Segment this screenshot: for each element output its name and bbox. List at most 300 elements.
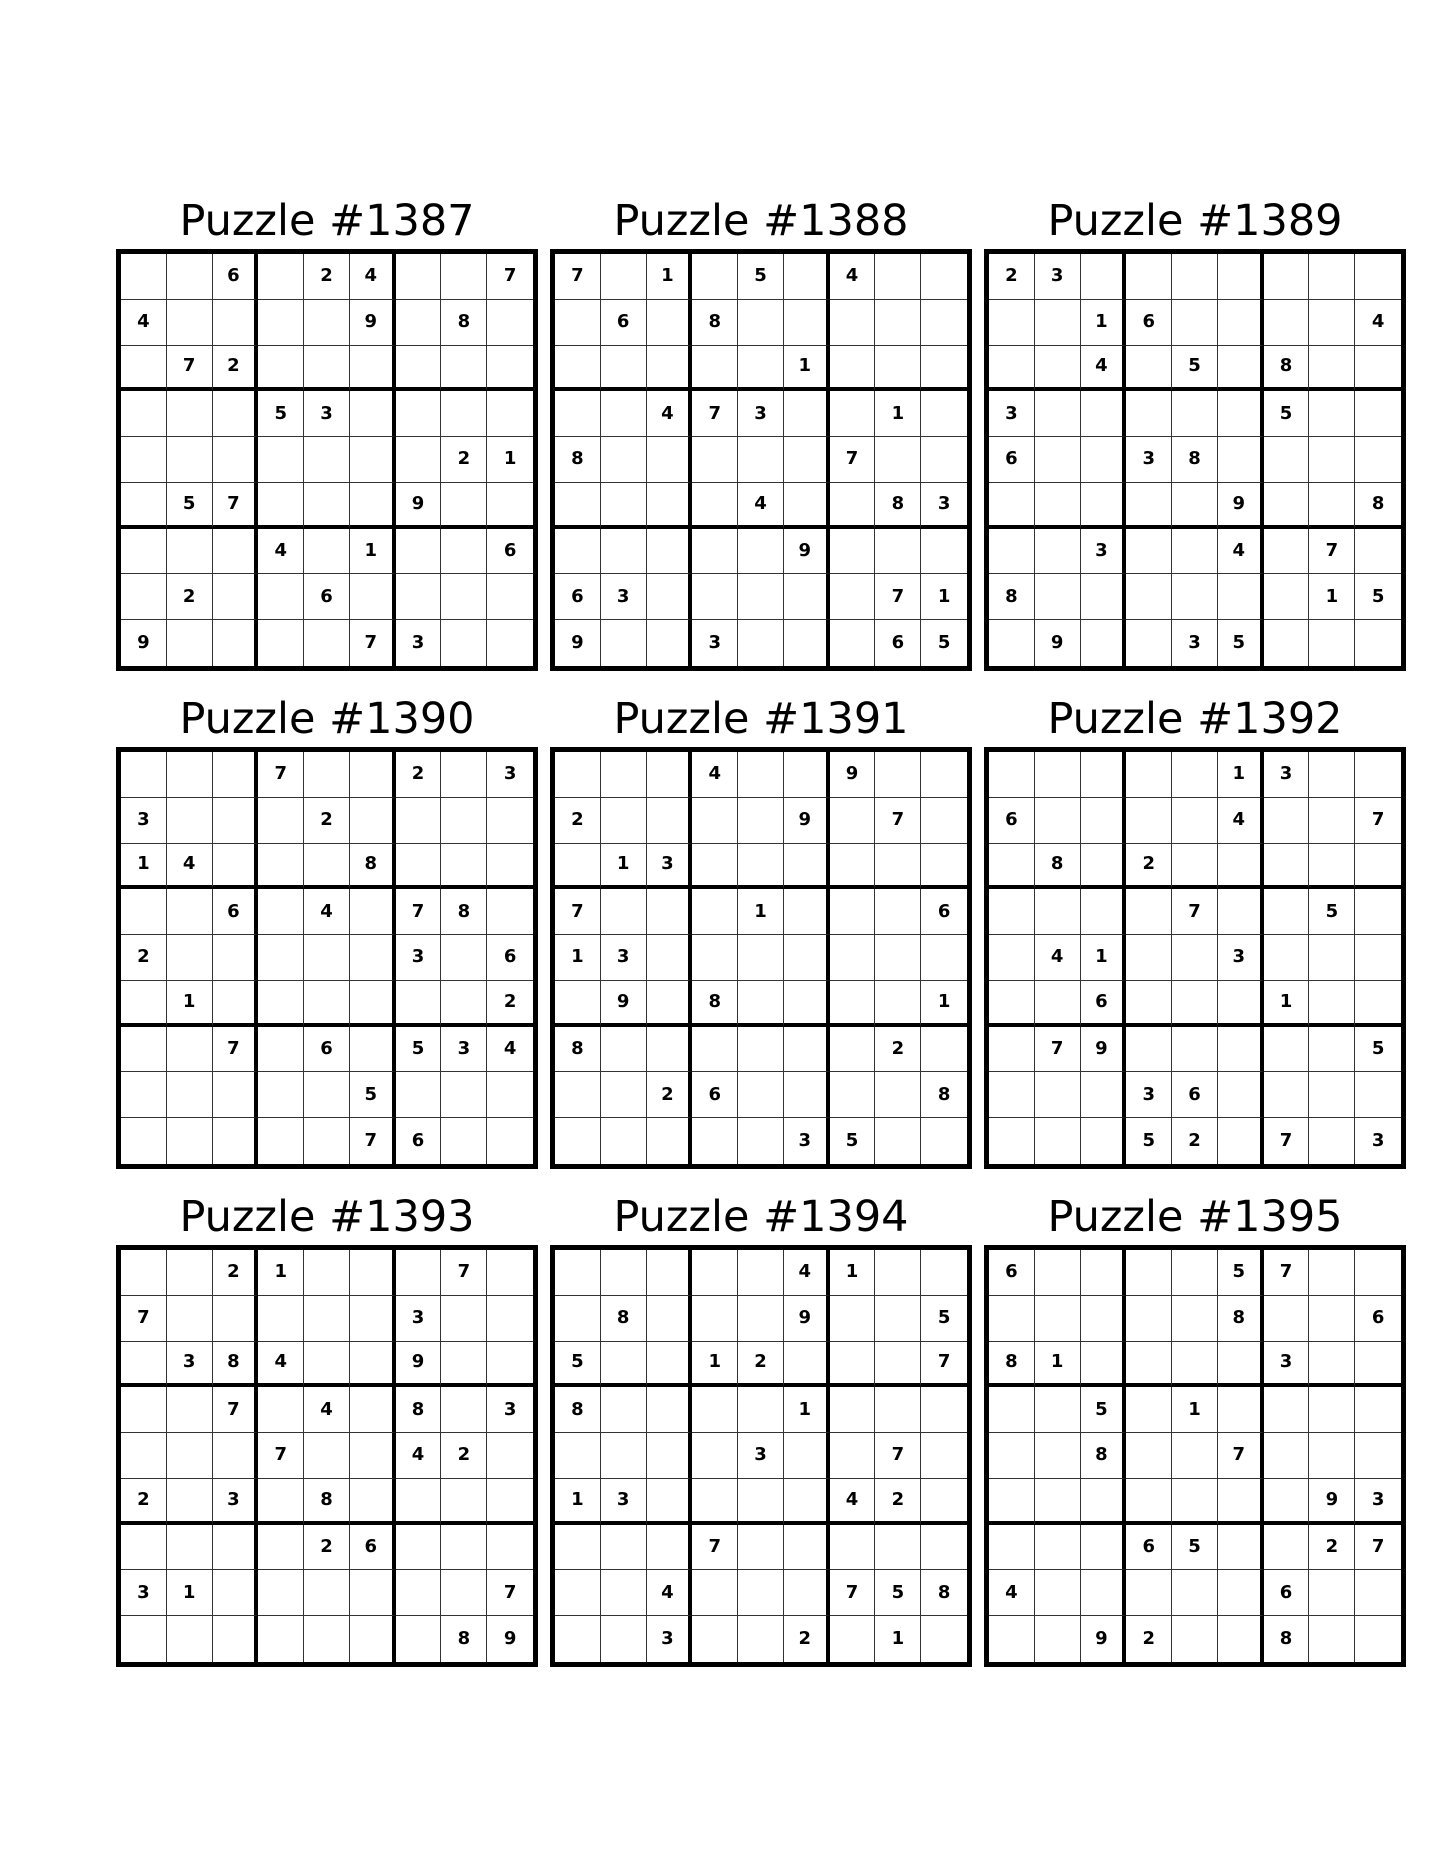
sudoku-empty-cell <box>1218 437 1264 483</box>
sudoku-given-cell: 2 <box>304 798 350 844</box>
sudoku-given-cell: 2 <box>647 1072 693 1118</box>
sudoku-grid <box>984 1245 1406 1667</box>
sudoku-empty-cell <box>1355 752 1401 798</box>
sudoku-empty-cell <box>441 798 487 844</box>
sudoku-empty-cell <box>692 1296 738 1342</box>
sudoku-empty-cell <box>1264 483 1310 529</box>
sudoku-empty-cell <box>1264 1525 1310 1571</box>
sudoku-empty-cell <box>784 254 830 300</box>
sudoku-given-cell: 5 <box>1081 1387 1127 1433</box>
sudoku-empty-cell <box>647 1250 693 1296</box>
sudoku-empty-cell <box>1172 1027 1218 1073</box>
sudoku-given-cell: 1 <box>875 391 921 437</box>
sudoku-given-cell: 1 <box>121 844 167 890</box>
sudoku-empty-cell <box>647 346 693 392</box>
sudoku-empty-cell <box>1264 574 1310 620</box>
sudoku-empty-cell <box>213 1433 259 1479</box>
sudoku-empty-cell <box>1355 1342 1401 1388</box>
sudoku-given-cell: 8 <box>692 981 738 1027</box>
sudoku-empty-cell <box>692 529 738 575</box>
sudoku-empty-cell <box>1035 300 1081 346</box>
sudoku-empty-cell <box>921 1525 967 1571</box>
sudoku-empty-cell <box>1126 1342 1172 1388</box>
sudoku-empty-cell <box>487 1433 533 1479</box>
sudoku-empty-cell <box>487 798 533 844</box>
sudoku-empty-cell <box>1126 574 1172 620</box>
sudoku-empty-cell <box>441 844 487 890</box>
sudoku-given-cell: 8 <box>1264 1616 1310 1662</box>
sudoku-empty-cell <box>1035 437 1081 483</box>
sudoku-given-cell: 7 <box>830 437 876 483</box>
sudoku-empty-cell <box>875 254 921 300</box>
sudoku-empty-cell <box>555 844 601 890</box>
sudoku-empty-cell <box>350 981 396 1027</box>
sudoku-empty-cell <box>555 391 601 437</box>
sudoku-empty-cell <box>396 391 442 437</box>
sudoku-empty-cell <box>555 1296 601 1342</box>
sudoku-empty-cell <box>738 798 784 844</box>
sudoku-empty-cell <box>830 529 876 575</box>
puzzle-title: Puzzle #1392 <box>1047 694 1343 744</box>
sudoku-given-cell: 5 <box>1126 1118 1172 1164</box>
sudoku-given-cell: 1 <box>555 935 601 981</box>
sudoku-empty-cell <box>1081 798 1127 844</box>
sudoku-grid <box>984 747 1406 1169</box>
sudoku-empty-cell <box>167 889 213 935</box>
sudoku-given-cell: 7 <box>487 254 533 300</box>
sudoku-empty-cell <box>692 574 738 620</box>
sudoku-empty-cell <box>1126 1387 1172 1433</box>
sudoku-given-cell: 7 <box>692 391 738 437</box>
sudoku-empty-cell <box>1035 391 1081 437</box>
sudoku-given-cell: 9 <box>121 620 167 666</box>
sudoku-empty-cell <box>601 346 647 392</box>
sudoku-empty-cell <box>921 935 967 981</box>
sudoku-empty-cell <box>487 300 533 346</box>
sudoku-empty-cell <box>121 1342 167 1388</box>
sudoku-given-cell: 4 <box>738 483 784 529</box>
sudoku-empty-cell <box>875 1296 921 1342</box>
sudoku-given-cell: 7 <box>1218 1433 1264 1479</box>
sudoku-empty-cell <box>692 483 738 529</box>
sudoku-empty-cell <box>830 391 876 437</box>
sudoku-empty-cell <box>1035 529 1081 575</box>
sudoku-empty-cell <box>1081 1479 1127 1525</box>
sudoku-empty-cell <box>258 254 304 300</box>
sudoku-empty-cell <box>738 1027 784 1073</box>
sudoku-empty-cell <box>555 300 601 346</box>
sudoku-empty-cell <box>1309 1072 1355 1118</box>
sudoku-given-cell: 5 <box>1309 889 1355 935</box>
sudoku-given-cell: 7 <box>441 1250 487 1296</box>
sudoku-empty-cell <box>304 300 350 346</box>
sudoku-empty-cell <box>1035 798 1081 844</box>
sudoku-empty-cell <box>784 1072 830 1118</box>
sudoku-given-cell: 6 <box>989 437 1035 483</box>
sudoku-empty-cell <box>738 1479 784 1525</box>
sudoku-given-cell: 1 <box>692 1342 738 1388</box>
sudoku-empty-cell <box>167 1296 213 1342</box>
sudoku-given-cell: 2 <box>487 981 533 1027</box>
sudoku-given-cell: 4 <box>647 1570 693 1616</box>
sudoku-empty-cell <box>555 1118 601 1164</box>
sudoku-empty-cell <box>304 1250 350 1296</box>
sudoku-empty-cell <box>738 1250 784 1296</box>
sudoku-given-cell: 9 <box>1309 1479 1355 1525</box>
sudoku-empty-cell <box>1309 437 1355 483</box>
sudoku-empty-cell <box>350 1250 396 1296</box>
sudoku-empty-cell <box>1126 798 1172 844</box>
sudoku-empty-cell <box>1218 1570 1264 1616</box>
sudoku-empty-cell <box>692 1118 738 1164</box>
sudoku-empty-cell <box>258 981 304 1027</box>
sudoku-empty-cell <box>601 391 647 437</box>
puzzle-block <box>984 686 1406 1152</box>
sudoku-empty-cell <box>1035 1387 1081 1433</box>
sudoku-empty-cell <box>784 1479 830 1525</box>
sudoku-given-cell: 3 <box>396 1296 442 1342</box>
sudoku-given-cell: 1 <box>167 1570 213 1616</box>
sudoku-empty-cell <box>350 798 396 844</box>
sudoku-given-cell: 8 <box>555 437 601 483</box>
sudoku-empty-cell <box>396 1570 442 1616</box>
sudoku-empty-cell <box>921 1027 967 1073</box>
sudoku-empty-cell <box>121 483 167 529</box>
sudoku-empty-cell <box>1264 1433 1310 1479</box>
sudoku-empty-cell <box>555 1433 601 1479</box>
sudoku-empty-cell <box>784 752 830 798</box>
sudoku-empty-cell <box>555 981 601 1027</box>
sudoku-given-cell: 4 <box>121 300 167 346</box>
sudoku-empty-cell <box>1309 483 1355 529</box>
sudoku-empty-cell <box>1035 981 1081 1027</box>
sudoku-empty-cell <box>875 752 921 798</box>
sudoku-empty-cell <box>258 1387 304 1433</box>
sudoku-empty-cell <box>396 1250 442 1296</box>
sudoku-given-cell: 7 <box>1309 529 1355 575</box>
sudoku-empty-cell <box>989 1433 1035 1479</box>
sudoku-empty-cell <box>1218 1525 1264 1571</box>
sudoku-given-cell: 7 <box>1355 1525 1401 1571</box>
sudoku-empty-cell <box>1309 1570 1355 1616</box>
sudoku-empty-cell <box>738 935 784 981</box>
sudoku-given-cell: 5 <box>1218 620 1264 666</box>
sudoku-given-cell: 6 <box>487 935 533 981</box>
sudoku-empty-cell <box>601 1342 647 1388</box>
sudoku-empty-cell <box>692 437 738 483</box>
sudoku-given-cell: 3 <box>692 620 738 666</box>
sudoku-given-cell: 3 <box>487 1387 533 1433</box>
sudoku-empty-cell <box>304 529 350 575</box>
sudoku-empty-cell <box>738 620 784 666</box>
sudoku-empty-cell <box>875 1118 921 1164</box>
sudoku-given-cell: 2 <box>555 798 601 844</box>
sudoku-empty-cell <box>213 391 259 437</box>
sudoku-given-cell: 1 <box>487 437 533 483</box>
sudoku-given-cell: 5 <box>1172 346 1218 392</box>
sudoku-empty-cell <box>830 798 876 844</box>
sudoku-empty-cell <box>258 935 304 981</box>
sudoku-given-cell: 1 <box>1081 935 1127 981</box>
sudoku-empty-cell <box>167 254 213 300</box>
sudoku-empty-cell <box>213 1072 259 1118</box>
sudoku-empty-cell <box>441 1072 487 1118</box>
sudoku-given-cell: 3 <box>396 620 442 666</box>
sudoku-given-cell: 3 <box>121 798 167 844</box>
sudoku-empty-cell <box>304 981 350 1027</box>
sudoku-empty-cell <box>213 574 259 620</box>
sudoku-empty-cell <box>875 1342 921 1388</box>
sudoku-empty-cell <box>647 1525 693 1571</box>
sudoku-given-cell: 6 <box>1264 1570 1310 1616</box>
sudoku-empty-cell <box>1081 620 1127 666</box>
sudoku-empty-cell <box>1218 1387 1264 1433</box>
sudoku-given-cell: 7 <box>1035 1027 1081 1073</box>
sudoku-empty-cell <box>1081 574 1127 620</box>
sudoku-given-cell: 2 <box>213 346 259 392</box>
sudoku-given-cell: 1 <box>830 1250 876 1296</box>
sudoku-empty-cell <box>830 1027 876 1073</box>
sudoku-given-cell: 1 <box>875 1616 921 1662</box>
sudoku-given-cell: 4 <box>1355 300 1401 346</box>
sudoku-given-cell: 5 <box>738 254 784 300</box>
sudoku-empty-cell <box>1309 1387 1355 1433</box>
sudoku-empty-cell <box>1218 1479 1264 1525</box>
sudoku-empty-cell <box>304 1342 350 1388</box>
sudoku-given-cell: 4 <box>1218 529 1264 575</box>
sudoku-empty-cell <box>167 1479 213 1525</box>
sudoku-empty-cell <box>921 529 967 575</box>
sudoku-empty-cell <box>1172 391 1218 437</box>
sudoku-empty-cell <box>647 1118 693 1164</box>
puzzle-title: Puzzle #1388 <box>613 196 909 246</box>
sudoku-empty-cell <box>304 346 350 392</box>
sudoku-empty-cell <box>830 1296 876 1342</box>
sudoku-empty-cell <box>258 1072 304 1118</box>
sudoku-given-cell: 1 <box>1264 981 1310 1027</box>
sudoku-empty-cell <box>1172 254 1218 300</box>
sudoku-empty-cell <box>989 1027 1035 1073</box>
sudoku-empty-cell <box>441 1479 487 1525</box>
sudoku-empty-cell <box>1172 1433 1218 1479</box>
sudoku-empty-cell <box>487 620 533 666</box>
sudoku-empty-cell <box>1172 1296 1218 1342</box>
sudoku-given-cell: 7 <box>1355 798 1401 844</box>
sudoku-empty-cell <box>921 1616 967 1662</box>
sudoku-given-cell: 2 <box>396 752 442 798</box>
sudoku-given-cell: 1 <box>738 889 784 935</box>
sudoku-empty-cell <box>1126 254 1172 300</box>
sudoku-empty-cell <box>601 620 647 666</box>
sudoku-given-cell: 7 <box>875 574 921 620</box>
sudoku-given-cell: 3 <box>441 1027 487 1073</box>
sudoku-empty-cell <box>989 1387 1035 1433</box>
sudoku-empty-cell <box>487 346 533 392</box>
sudoku-empty-cell <box>738 1072 784 1118</box>
sudoku-empty-cell <box>921 254 967 300</box>
sudoku-given-cell: 4 <box>487 1027 533 1073</box>
sudoku-empty-cell <box>989 889 1035 935</box>
sudoku-empty-cell <box>258 844 304 890</box>
sudoku-empty-cell <box>1355 1250 1401 1296</box>
sudoku-empty-cell <box>830 1433 876 1479</box>
sudoku-empty-cell <box>1264 798 1310 844</box>
sudoku-empty-cell <box>601 1072 647 1118</box>
sudoku-empty-cell <box>830 1616 876 1662</box>
sudoku-empty-cell <box>1081 437 1127 483</box>
sudoku-given-cell: 6 <box>1355 1296 1401 1342</box>
sudoku-empty-cell <box>555 346 601 392</box>
sudoku-empty-cell <box>1309 935 1355 981</box>
sudoku-empty-cell <box>304 1570 350 1616</box>
sudoku-given-cell: 2 <box>304 254 350 300</box>
sudoku-empty-cell <box>1309 1027 1355 1073</box>
sudoku-empty-cell <box>1264 1387 1310 1433</box>
sudoku-empty-cell <box>875 1072 921 1118</box>
sudoku-given-cell: 3 <box>1126 1072 1172 1118</box>
sudoku-empty-cell <box>396 1479 442 1525</box>
sudoku-given-cell: 7 <box>213 1027 259 1073</box>
sudoku-given-cell: 3 <box>304 391 350 437</box>
sudoku-empty-cell <box>692 935 738 981</box>
sudoku-empty-cell <box>1264 300 1310 346</box>
sudoku-given-cell: 6 <box>601 300 647 346</box>
sudoku-empty-cell <box>1355 844 1401 890</box>
sudoku-empty-cell <box>1035 752 1081 798</box>
sudoku-empty-cell <box>921 798 967 844</box>
sudoku-empty-cell <box>1218 1118 1264 1164</box>
sudoku-empty-cell <box>738 1296 784 1342</box>
sudoku-empty-cell <box>601 483 647 529</box>
sudoku-given-cell: 2 <box>121 1479 167 1525</box>
sudoku-empty-cell <box>1172 529 1218 575</box>
sudoku-given-cell: 6 <box>213 889 259 935</box>
sudoku-given-cell: 5 <box>1172 1525 1218 1571</box>
sudoku-empty-cell <box>1081 844 1127 890</box>
sudoku-empty-cell <box>1172 483 1218 529</box>
sudoku-given-cell: 9 <box>784 1296 830 1342</box>
sudoku-empty-cell <box>601 1525 647 1571</box>
sudoku-empty-cell <box>1172 1342 1218 1388</box>
sudoku-empty-cell <box>738 1525 784 1571</box>
sudoku-empty-cell <box>1035 1072 1081 1118</box>
sudoku-empty-cell <box>1172 798 1218 844</box>
sudoku-empty-cell <box>1035 1616 1081 1662</box>
sudoku-given-cell: 1 <box>1035 1342 1081 1388</box>
sudoku-given-cell: 3 <box>1264 752 1310 798</box>
sudoku-empty-cell <box>692 1433 738 1479</box>
sudoku-empty-cell <box>1172 752 1218 798</box>
sudoku-empty-cell <box>396 981 442 1027</box>
sudoku-empty-cell <box>647 798 693 844</box>
sudoku-empty-cell <box>121 752 167 798</box>
sudoku-empty-cell <box>350 1342 396 1388</box>
sudoku-given-cell: 6 <box>989 1250 1035 1296</box>
sudoku-empty-cell <box>350 1027 396 1073</box>
sudoku-empty-cell <box>875 1387 921 1433</box>
sudoku-empty-cell <box>921 1433 967 1479</box>
sudoku-empty-cell <box>441 1342 487 1388</box>
sudoku-empty-cell <box>304 437 350 483</box>
sudoku-empty-cell <box>830 935 876 981</box>
sudoku-empty-cell <box>830 889 876 935</box>
sudoku-empty-cell <box>350 574 396 620</box>
sudoku-empty-cell <box>258 346 304 392</box>
sudoku-empty-cell <box>441 1118 487 1164</box>
sudoku-given-cell: 7 <box>1264 1118 1310 1164</box>
sudoku-empty-cell <box>1126 889 1172 935</box>
sudoku-given-cell: 5 <box>1218 1250 1264 1296</box>
sudoku-empty-cell <box>487 1342 533 1388</box>
sudoku-empty-cell <box>487 844 533 890</box>
sudoku-given-cell: 5 <box>396 1027 442 1073</box>
sudoku-empty-cell <box>167 300 213 346</box>
sudoku-given-cell: 5 <box>167 483 213 529</box>
sudoku-empty-cell <box>167 1616 213 1662</box>
sudoku-empty-cell <box>784 935 830 981</box>
sudoku-empty-cell <box>258 1118 304 1164</box>
sudoku-grid <box>550 747 972 1169</box>
sudoku-empty-cell <box>1264 254 1310 300</box>
sudoku-empty-cell <box>350 483 396 529</box>
sudoku-empty-cell <box>647 935 693 981</box>
sudoku-empty-cell <box>258 889 304 935</box>
sudoku-given-cell: 4 <box>167 844 213 890</box>
sudoku-empty-cell <box>1035 1250 1081 1296</box>
sudoku-empty-cell <box>1035 1296 1081 1342</box>
sudoku-empty-cell <box>1218 1072 1264 1118</box>
sudoku-empty-cell <box>121 254 167 300</box>
sudoku-empty-cell <box>121 1027 167 1073</box>
sudoku-empty-cell <box>830 1342 876 1388</box>
sudoku-given-cell: 5 <box>555 1342 601 1388</box>
sudoku-empty-cell <box>304 752 350 798</box>
sudoku-empty-cell <box>692 1570 738 1616</box>
sudoku-empty-cell <box>213 1616 259 1662</box>
sudoku-empty-cell <box>1355 1570 1401 1616</box>
sudoku-given-cell: 1 <box>167 981 213 1027</box>
sudoku-empty-cell <box>921 1250 967 1296</box>
sudoku-given-cell: 5 <box>350 1072 396 1118</box>
sudoku-empty-cell <box>830 574 876 620</box>
sudoku-empty-cell <box>1355 391 1401 437</box>
sudoku-empty-cell <box>601 1387 647 1433</box>
sudoku-empty-cell <box>989 935 1035 981</box>
sudoku-empty-cell <box>1218 844 1264 890</box>
sudoku-empty-cell <box>601 889 647 935</box>
sudoku-given-cell: 8 <box>441 1616 487 1662</box>
sudoku-given-cell: 8 <box>555 1027 601 1073</box>
sudoku-given-cell: 1 <box>1218 752 1264 798</box>
sudoku-empty-cell <box>601 529 647 575</box>
sudoku-empty-cell <box>396 1072 442 1118</box>
sudoku-empty-cell <box>601 1433 647 1479</box>
sudoku-given-cell: 5 <box>921 1296 967 1342</box>
sudoku-given-cell: 6 <box>989 798 1035 844</box>
sudoku-empty-cell <box>989 1616 1035 1662</box>
sudoku-empty-cell <box>441 529 487 575</box>
sudoku-empty-cell <box>487 391 533 437</box>
sudoku-given-cell: 8 <box>921 1570 967 1616</box>
sudoku-empty-cell <box>692 1616 738 1662</box>
sudoku-empty-cell <box>830 483 876 529</box>
sudoku-empty-cell <box>213 300 259 346</box>
sudoku-empty-cell <box>1309 391 1355 437</box>
sudoku-empty-cell <box>121 981 167 1027</box>
sudoku-empty-cell <box>1126 935 1172 981</box>
sudoku-empty-cell <box>1264 437 1310 483</box>
sudoku-given-cell: 8 <box>441 889 487 935</box>
